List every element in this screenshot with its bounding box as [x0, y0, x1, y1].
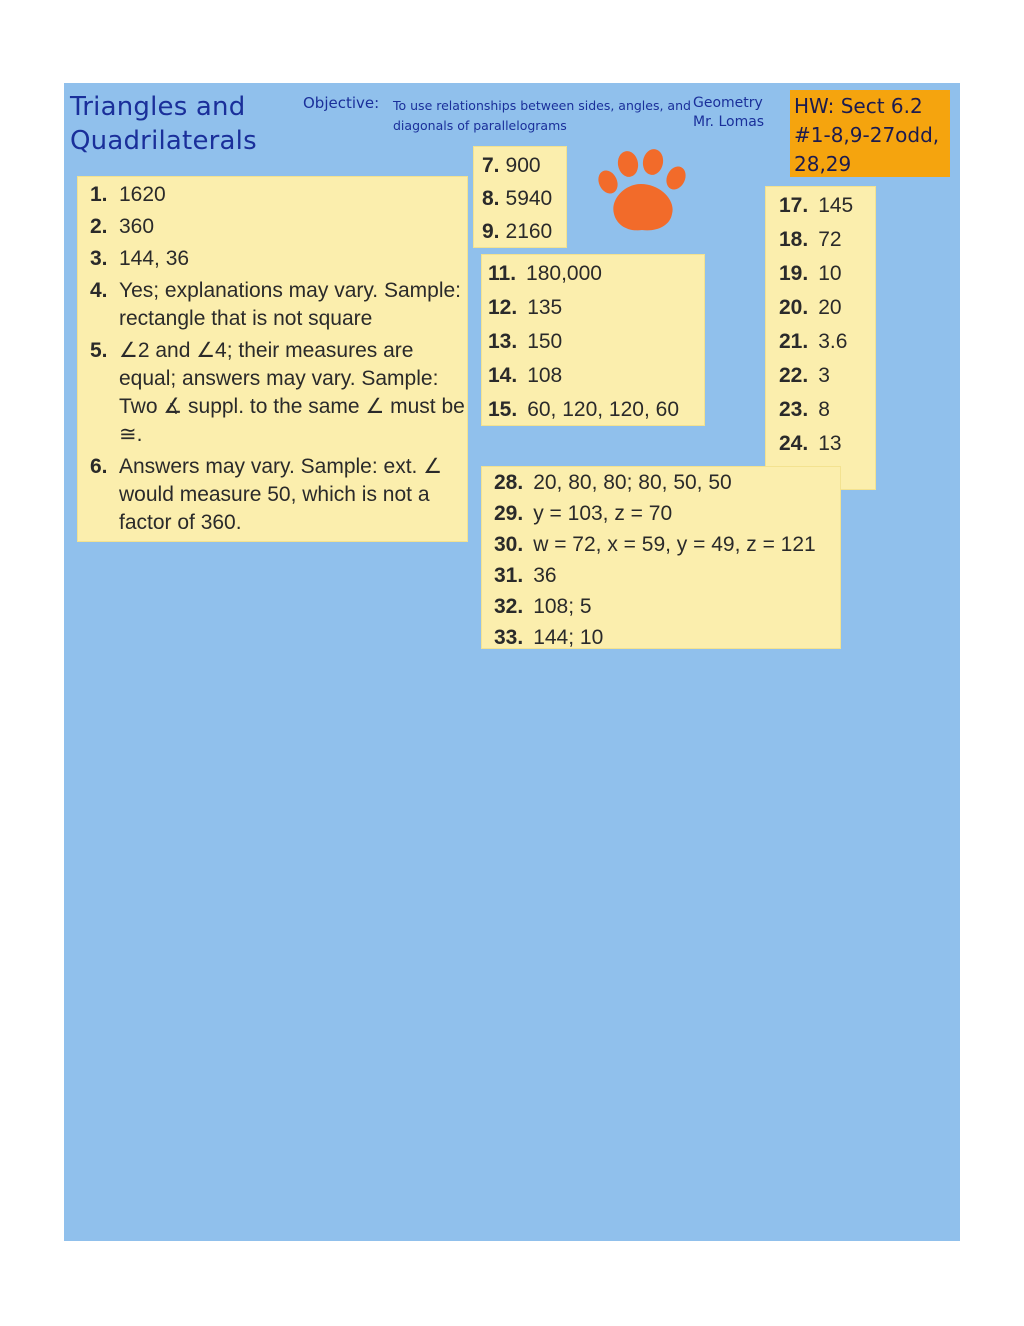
answer-number: 24.: [779, 432, 809, 455]
answer-item: [90, 213, 467, 241]
page-title: [70, 90, 257, 158]
answer-number: 32.: [494, 595, 524, 618]
answer-text: 3.6: [818, 330, 848, 353]
answer-number: 21.: [779, 330, 809, 353]
answer-text: 145: [818, 194, 854, 217]
answer-text: 180,000: [526, 262, 602, 285]
homework-box: [790, 90, 950, 177]
answer-number: 15.: [488, 398, 518, 421]
answer-text: 8: [818, 398, 830, 421]
answer-item: [488, 359, 704, 393]
answer-text: 72: [818, 228, 842, 251]
answer-item: [779, 427, 875, 461]
answer-item: [488, 325, 704, 359]
homework-line-1: HW: Sect 6.2: [794, 94, 923, 118]
answer-item: [494, 529, 840, 560]
answer-text: Yes; explanations may vary. Sample: rectangle that is not square: [119, 279, 462, 330]
answer-item: [494, 591, 840, 622]
answer-item: [488, 393, 704, 427]
title-line-2: Quadrilaterals: [70, 126, 257, 156]
answer-text: 108; 5: [533, 595, 592, 618]
answer-item: [90, 453, 467, 537]
objective-text: To use relationships between sides, angles, and diagonals of parallelograms: [393, 98, 691, 133]
answers-group-4: [765, 186, 876, 490]
answer-text: 5940: [505, 187, 553, 210]
answer-text: 20: [818, 296, 842, 319]
answer-text: 2160: [505, 220, 553, 243]
answer-item: [90, 337, 467, 449]
answer-text: 10: [818, 262, 842, 285]
answer-number: 18.: [779, 228, 809, 251]
answer-number: 5.: [90, 339, 108, 362]
answer-number: 11.: [488, 262, 517, 285]
teacher-name: Mr. Lomas: [693, 114, 765, 130]
answer-number: 17.: [779, 194, 809, 217]
answer-text: 1620: [119, 183, 166, 206]
answer-item: [779, 393, 875, 427]
answer-item: [779, 325, 875, 359]
objective-label: Objective:: [303, 94, 380, 112]
answer-item: [779, 359, 875, 393]
answer-number: 14.: [488, 364, 518, 387]
answer-text: 108: [527, 364, 563, 387]
answer-text: 20, 80, 80; 80, 50, 50: [533, 471, 732, 494]
answer-text: 135: [527, 296, 563, 319]
answer-text: 360: [119, 215, 155, 238]
answer-number: 29.: [494, 502, 524, 525]
answer-number: 33.: [494, 626, 524, 649]
answers-group-5: [481, 466, 841, 649]
answer-text: 144; 10: [533, 626, 604, 649]
answer-text: Answers may vary. Sample: ext. ∠ would measure 50, which is not a factor of 360.: [119, 455, 443, 534]
answer-item: [494, 560, 840, 591]
answer-item: [779, 223, 875, 257]
answers-group-2: [473, 146, 567, 248]
answer-number: 8.: [482, 187, 500, 210]
answers-group-3: [481, 254, 705, 426]
answer-number: 12.: [488, 296, 518, 319]
answer-text: 60, 120, 120, 60: [527, 398, 680, 421]
answer-item: [494, 467, 840, 498]
answer-number: 7.: [482, 154, 500, 177]
answer-item: [482, 182, 566, 215]
answer-item: [90, 277, 467, 333]
answer-number: 4.: [90, 279, 108, 302]
answer-item: [494, 498, 840, 529]
answer-number: 3.: [90, 247, 108, 270]
homework-line-3: 28,29: [794, 152, 852, 176]
answer-item: [482, 149, 566, 182]
answer-number: 2.: [90, 215, 108, 238]
course-info: [693, 94, 764, 132]
answer-number: 23.: [779, 398, 809, 421]
answer-text: 3: [818, 364, 830, 387]
answer-text: 36: [533, 564, 557, 587]
answer-item: [488, 257, 704, 291]
homework-line-2: #1-8,9-27odd,: [794, 123, 940, 147]
answer-text: 150: [527, 330, 563, 353]
answer-item: [779, 257, 875, 291]
answer-text: y = 103, z = 70: [533, 502, 673, 525]
answer-item: [90, 181, 467, 209]
answer-number: 22.: [779, 364, 809, 387]
answer-item: [779, 189, 875, 223]
answer-item: [482, 215, 566, 248]
answer-text: ∠2 and ∠4; their measures are equal; answers may vary. Sample: Two ∡ suppl. to the same ∠ must be ≅.: [119, 339, 465, 446]
answer-text: 900: [505, 154, 541, 177]
title-line-1: Triangles and: [70, 92, 246, 122]
answer-item: [90, 245, 467, 273]
answer-item: [494, 622, 840, 653]
course-name: Geometry: [693, 95, 763, 111]
answer-number: 30.: [494, 533, 524, 556]
answer-number: 31.: [494, 564, 524, 587]
answer-number: 28.: [494, 471, 524, 494]
answer-number: 19.: [779, 262, 809, 285]
answer-number: 9.: [482, 220, 500, 243]
answer-number: 20.: [779, 296, 809, 319]
tiger-paw-icon: [596, 148, 690, 236]
answers-group-1: [77, 176, 468, 542]
answer-text: w = 72, x = 59, y = 49, z = 121: [533, 533, 816, 556]
answer-text: 144, 36: [119, 247, 190, 270]
answer-item: [779, 291, 875, 325]
answer-number: 1.: [90, 183, 108, 206]
answer-item: [488, 291, 704, 325]
answer-text: 13: [818, 432, 842, 455]
answer-number: 6.: [90, 455, 108, 478]
answer-number: 13.: [488, 330, 518, 353]
